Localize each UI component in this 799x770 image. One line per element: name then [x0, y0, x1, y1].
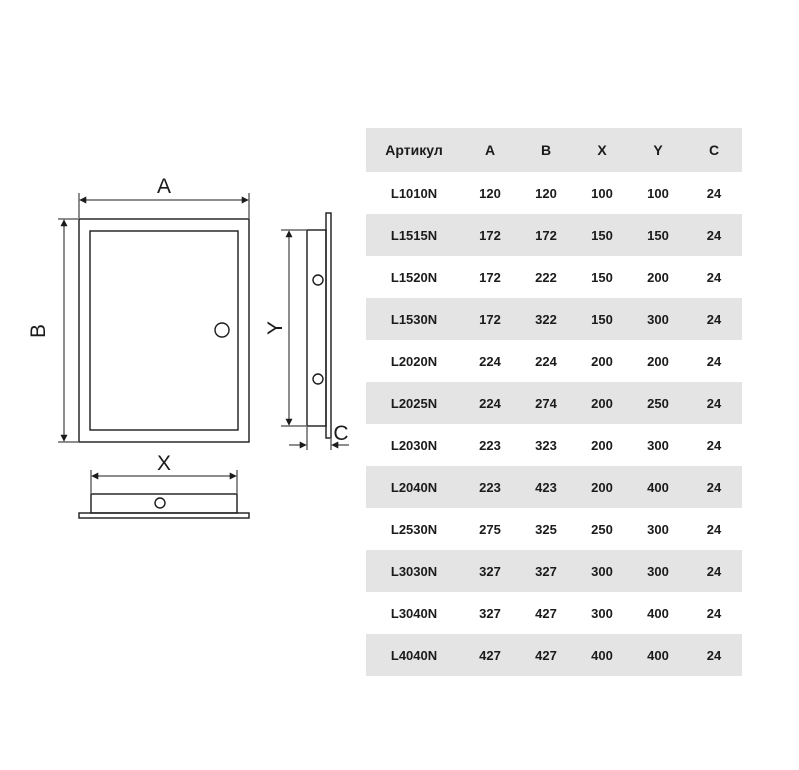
cell-y: 200 [647, 353, 669, 369]
table-row [366, 424, 742, 466]
cell-b: 222 [535, 269, 557, 285]
table-row [366, 382, 742, 424]
cell-c: 24 [706, 227, 722, 243]
cell-y: 400 [647, 605, 669, 621]
cell-b: 224 [535, 353, 557, 369]
cell-x: 400 [591, 647, 613, 663]
header-y: Y [653, 142, 663, 158]
dimension-b [58, 219, 78, 442]
table-row [366, 172, 742, 214]
side-body [307, 230, 326, 426]
table-row [366, 592, 742, 634]
cell-y: 300 [647, 437, 669, 453]
table-row [366, 214, 742, 256]
cell-b: 274 [535, 395, 557, 411]
cell-article: L1530N [390, 311, 438, 327]
cell-y: 400 [647, 647, 669, 663]
cell-article: L3040N [390, 605, 438, 621]
table-row [366, 340, 742, 382]
cell-c: 24 [706, 353, 722, 369]
bottom-body [91, 494, 237, 513]
cell-a: 172 [479, 311, 501, 327]
header-a: A [484, 142, 496, 158]
cell-x: 250 [591, 521, 613, 537]
cell-article: L1520N [390, 269, 438, 285]
cell-b: 423 [535, 479, 557, 495]
cell-article: L1515N [390, 227, 438, 243]
cell-a: 327 [479, 605, 501, 621]
dimension-c-label: C [333, 422, 349, 445]
cell-article: L2020N [390, 353, 438, 369]
cell-article: L2530N [390, 521, 438, 537]
cell-c: 24 [706, 479, 722, 495]
cell-x: 150 [591, 269, 613, 285]
cell-y: 300 [647, 563, 669, 579]
cell-x: 150 [591, 311, 613, 327]
table-row [366, 550, 742, 592]
header-row [366, 128, 742, 172]
cell-b: 172 [535, 227, 557, 243]
cell-b: 327 [535, 563, 557, 579]
cell-b: 120 [535, 185, 557, 201]
hatch-front-view [79, 219, 249, 442]
cell-y: 150 [647, 227, 669, 243]
dimension-x-label: X [156, 452, 172, 475]
cell-a: 275 [479, 521, 501, 537]
hatch-side-view [307, 213, 331, 438]
cell-c: 24 [706, 269, 722, 285]
cell-y: 300 [647, 521, 669, 537]
cell-y: 100 [647, 185, 669, 201]
cell-a: 224 [479, 353, 501, 369]
spec-table-header [366, 128, 742, 172]
cell-a: 224 [479, 395, 501, 411]
cell-b: 427 [535, 605, 557, 621]
cell-a: 427 [479, 647, 501, 663]
hatch-lock-icon [215, 323, 229, 337]
cell-y: 250 [647, 395, 669, 411]
cell-x: 200 [591, 395, 613, 411]
cell-x: 300 [591, 563, 613, 579]
dimension-y-label: Y [264, 320, 287, 336]
cell-a: 120 [479, 185, 501, 201]
hatch-bottom-view [79, 494, 249, 518]
cell-a: 327 [479, 563, 501, 579]
cell-x: 200 [591, 479, 613, 495]
cell-b: 427 [535, 647, 557, 663]
cell-article: L1010N [390, 185, 438, 201]
cell-c: 24 [706, 521, 722, 537]
cell-c: 24 [706, 605, 722, 621]
cell-b: 322 [535, 311, 557, 327]
side-flange [326, 213, 331, 438]
cell-b: 323 [535, 437, 557, 453]
table-row [366, 634, 742, 676]
cell-c: 24 [706, 563, 722, 579]
cell-a: 172 [479, 269, 501, 285]
table-row [366, 466, 742, 508]
cell-article: L3030N [390, 563, 438, 579]
cell-a: 172 [479, 227, 501, 243]
cell-c: 24 [706, 311, 722, 327]
cell-c: 24 [706, 185, 722, 201]
table-row [366, 298, 742, 340]
cell-y: 400 [647, 479, 669, 495]
cell-x: 150 [591, 227, 613, 243]
spec-table-body [366, 172, 742, 676]
side-hinge-top-icon [313, 275, 323, 285]
cell-b: 325 [535, 521, 557, 537]
cell-y: 300 [647, 311, 669, 327]
header-article: Артикул [385, 142, 443, 158]
header-b: B [540, 142, 552, 158]
hatch-door-panel [90, 231, 238, 430]
header-x: X [597, 142, 607, 158]
cell-x: 100 [591, 185, 613, 201]
cell-c: 24 [706, 647, 722, 663]
dimension-b-label: B [27, 323, 50, 339]
cell-article: L4040N [390, 647, 438, 663]
bottom-lock-icon [155, 498, 165, 508]
hatch-outer-frame [79, 219, 249, 442]
cell-c: 24 [706, 395, 722, 411]
side-hinge-bottom-icon [313, 374, 323, 384]
cell-x: 200 [591, 437, 613, 453]
cell-a: 223 [479, 437, 501, 453]
cell-x: 300 [591, 605, 613, 621]
header-c: C [708, 142, 720, 158]
cell-article: L2040N [390, 479, 438, 495]
dimension-a-label: A [156, 175, 172, 198]
cell-article: L2025N [390, 395, 438, 411]
spec-table [366, 128, 742, 676]
cell-x: 200 [591, 353, 613, 369]
table-row [366, 256, 742, 298]
cell-c: 24 [706, 437, 722, 453]
table-row [366, 508, 742, 550]
cell-a: 223 [479, 479, 501, 495]
bottom-flange [79, 513, 249, 518]
cell-article: L2030N [390, 437, 438, 453]
cell-y: 200 [647, 269, 669, 285]
